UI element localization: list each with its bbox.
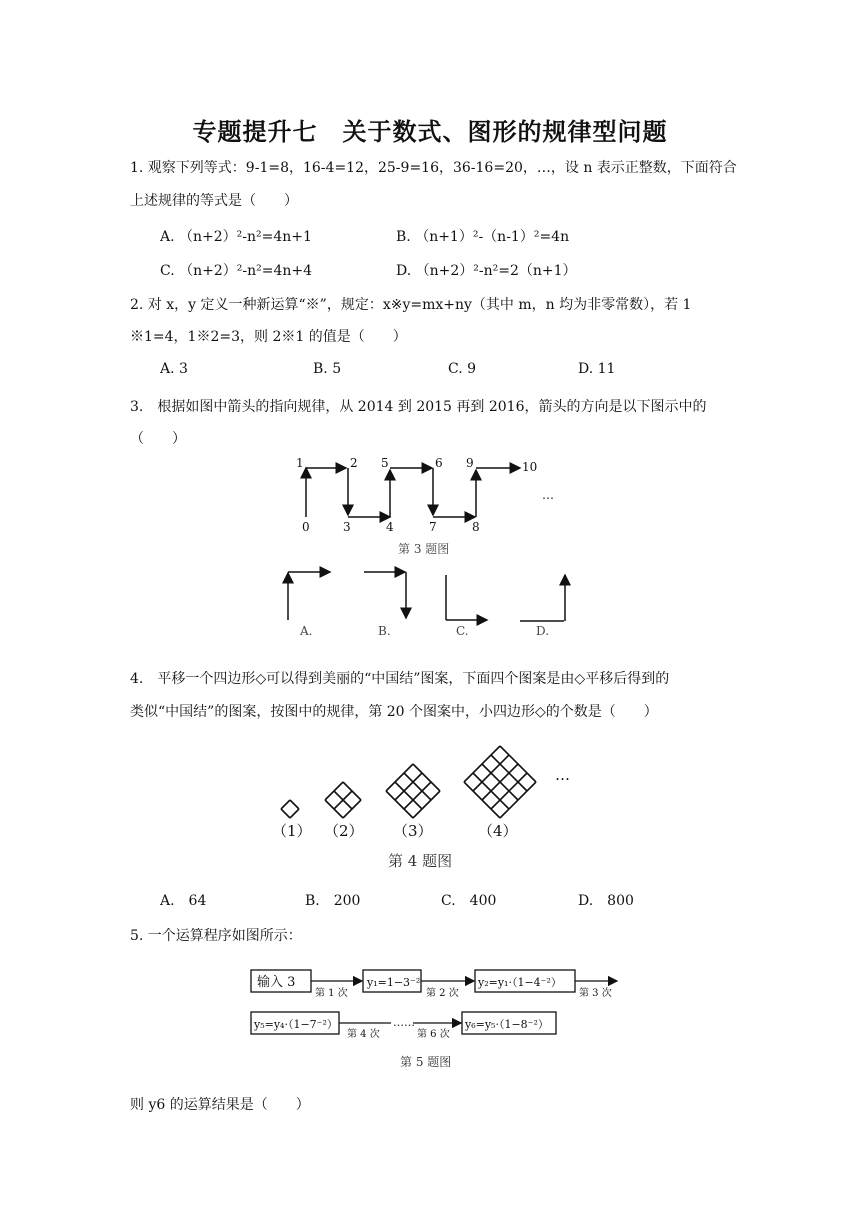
q4-stem-line2: 类似“中国结”的图案，按图中的规律，第 20 个图案中，小四边形◇的个数是（ ） bbox=[130, 704, 658, 720]
q4-label-1: （1） bbox=[272, 822, 312, 840]
q4-knot-pattern-1 bbox=[281, 800, 299, 818]
q3-number-bottom-1: 3 bbox=[343, 520, 351, 534]
q3-choice-c-arrow bbox=[446, 575, 487, 620]
q3-number-bottom-0: 0 bbox=[302, 520, 310, 534]
q4-knot-pattern-2 bbox=[325, 782, 361, 818]
q4-option-b: B. 200 bbox=[305, 893, 361, 909]
q4-label-4: （4） bbox=[478, 822, 518, 840]
q2-option-a: A. 3 bbox=[160, 361, 188, 377]
q3-choice-c-label: C. bbox=[456, 624, 469, 638]
q4-knot-figure bbox=[270, 730, 620, 880]
q1-option-b: B. （n+1）²-（n-1）²=4n bbox=[396, 229, 570, 245]
q5-arrow-label-2: 第 2 次 bbox=[426, 988, 459, 999]
q5-box-y1-text: y₁=1−3⁻² bbox=[367, 976, 421, 989]
q3-number-bottom-4: 8 bbox=[472, 520, 480, 534]
q4-stem-line1: 4. 平移一个四边形◇可以得到美丽的“中国结”图案，下面四个图案是由◇平移后得到的 bbox=[130, 671, 670, 687]
q4-label-2: （2） bbox=[324, 822, 364, 840]
q1-option-c: C. （n+2）²-n²=4n+4 bbox=[160, 263, 313, 279]
q5-stem-line1: 5. 一个运算程序如图所示： bbox=[130, 928, 302, 944]
q5-arrow-label-6: 第 6 次 bbox=[417, 1029, 450, 1040]
q5-box-y2-text: y₂=y₁·（1−4⁻²） bbox=[478, 976, 562, 989]
q5-arrow-label-1: 第 1 次 bbox=[315, 988, 348, 999]
q3-choice-d-label: D. bbox=[536, 624, 550, 638]
q3-arrow-figure bbox=[280, 455, 580, 645]
q4-option-c: C. 400 bbox=[441, 893, 497, 909]
q3-stem-line2: （ ） bbox=[130, 431, 186, 447]
q5-caption: 第 5 题图 bbox=[400, 1055, 452, 1069]
q4-label-3: （3） bbox=[393, 822, 433, 840]
q3-choice-b-label: B. bbox=[378, 624, 391, 638]
q1-option-a: A. （n+2）²-n²=4n+1 bbox=[160, 229, 312, 245]
q5-question-line: 则 y6 的运算结果是（ ） bbox=[130, 1097, 310, 1113]
q3-zigzag-path bbox=[306, 468, 520, 517]
q1-option-d: D. （n+2）²-n²=2（n+1） bbox=[396, 263, 577, 279]
q4-knot-pattern-4 bbox=[464, 746, 536, 818]
q4-option-a: A. 64 bbox=[160, 893, 207, 909]
q2-option-b: B. 5 bbox=[313, 361, 342, 377]
q4-caption: 第 4 题图 bbox=[388, 852, 453, 870]
q3-number-bottom-2: 4 bbox=[386, 520, 394, 534]
page-title: 专题提升七 关于数式、图形的规律型问题 bbox=[192, 118, 668, 146]
q2-option-d: D. 11 bbox=[578, 361, 616, 377]
q5-box-y5-text: y₅=y₄·（1−7⁻²） bbox=[254, 1018, 338, 1031]
q5-box-input-text: 输入 3 bbox=[257, 975, 296, 990]
q3-number-top-4: 9 bbox=[466, 456, 474, 470]
q1-stem-line2: 上述规律的等式是（ ） bbox=[130, 193, 298, 209]
q3-number-top-3: 6 bbox=[435, 456, 443, 470]
q4-knot-pattern-3 bbox=[386, 764, 440, 818]
q3-choice-a-label: A. bbox=[300, 624, 313, 638]
q4-option-d: D. 800 bbox=[578, 893, 634, 909]
q5-program-figure bbox=[245, 962, 625, 1077]
q3-choice-b-arrow bbox=[364, 572, 406, 618]
q1-stem-line1: 1. 观察下列等式：9-1=8，16-4=12，25-9=16，36-16=20，…，设 n 表示正整数，下面符合 bbox=[130, 160, 737, 176]
q3-number-top-5: 10 bbox=[522, 460, 538, 474]
q5-arrow-label-3: 第 3 次 bbox=[579, 988, 612, 999]
q3-number-top-2: 5 bbox=[381, 456, 389, 470]
q3-choice-d-arrow bbox=[520, 575, 565, 621]
q3-ellipsis: … bbox=[542, 488, 554, 502]
q3-number-top-1: 2 bbox=[350, 456, 358, 470]
q2-stem-line2: ※1=4，1※2=3，则 2※1 的值是（ ） bbox=[130, 329, 407, 345]
q3-number-bottom-3: 7 bbox=[429, 520, 437, 534]
q3-caption: 第 3 题图 bbox=[398, 542, 450, 556]
q4-ellipsis: … bbox=[555, 766, 570, 784]
q5-arrow-label-4: 第 4 次 bbox=[347, 1029, 380, 1040]
q5-box-y6-text: y₆=y₅·（1−8⁻²） bbox=[465, 1018, 549, 1031]
q3-number-top-0: 1 bbox=[296, 456, 304, 470]
q2-option-c: C. 9 bbox=[448, 361, 477, 377]
q3-stem-line1: 3. 根据如图中箭头的指向规律，从 2014 到 2015 再到 2016，箭头的方向是以下图示中的 bbox=[130, 399, 707, 415]
q3-choice-a-arrow bbox=[288, 572, 330, 620]
q2-stem-line1: 2. 对 x，y 定义一种新运算“※”，规定：x※y=mx+ny（其中 m，n 均为非零常数），若 1 bbox=[130, 297, 692, 313]
q5-dots: …… bbox=[393, 1016, 415, 1029]
